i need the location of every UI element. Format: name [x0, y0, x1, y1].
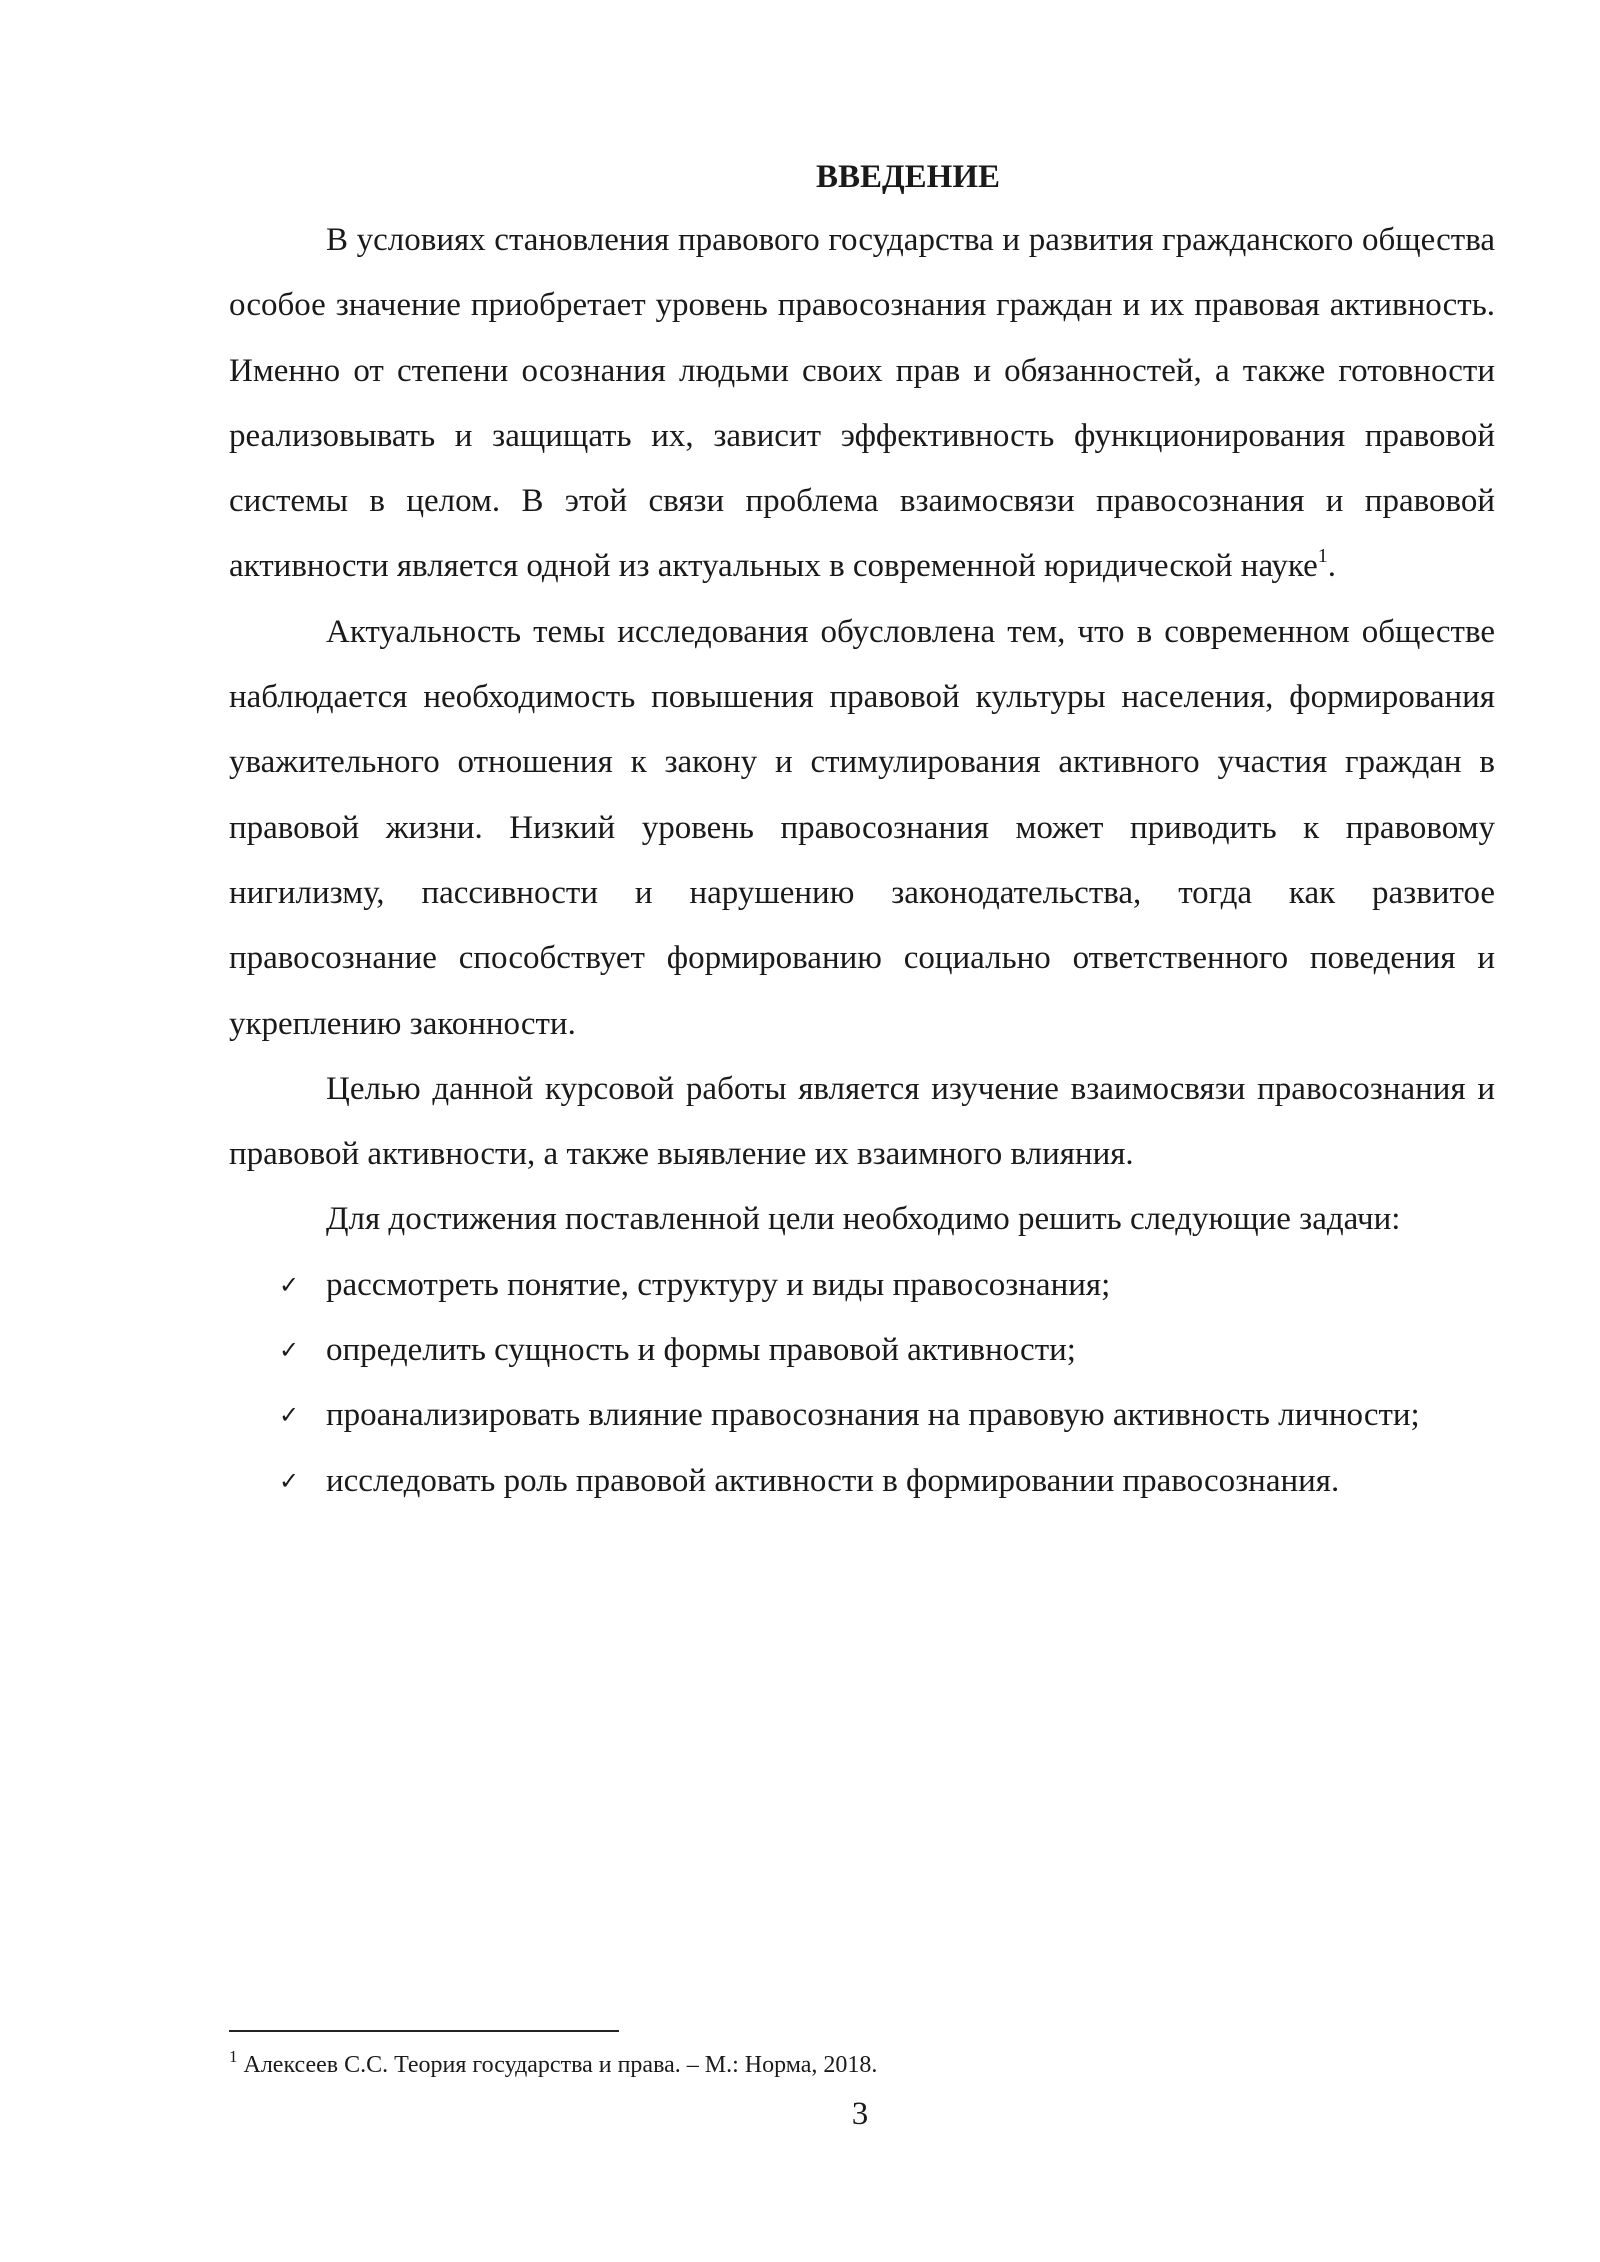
footnote-separator — [229, 2030, 619, 2032]
paragraph-relevance: Актуальность темы исследования обусловлена тем, что в современном обществе наблюдается необходимость повышения правовой культуры населения, формирования уважительного отношения к закону и стимулирования активного участия граждан в правовой жизни. Низкий уровень правосознания может приводить к правовому нигилизму, пассивности и нарушению законодательства, тогда как развитое правосознание способствует формированию социально ответственного поведения и укреплению законности. — [229, 613, 1495, 1042]
checkmark-icon: ✓ — [279, 1401, 300, 1430]
footnote — [229, 2048, 1495, 2082]
footnote-reference[interactable]: 1 — [1317, 545, 1328, 568]
list-item-text: исследовать роль правовой активности в формировании правосознания. — [326, 1462, 1340, 1499]
page-number: 3 — [851, 2096, 869, 2132]
list-item — [229, 1383, 1495, 1448]
checkmark-icon: ✓ — [279, 1466, 300, 1495]
footnote-number: 1 — [229, 2047, 238, 2066]
paragraph-goal: Целью данной курсовой работы является изучение взаимосвязи правосознания и правовой активности, а также выявление их взаимного влияния. — [229, 1070, 1495, 1173]
checkmark-icon: ✓ — [279, 1270, 300, 1299]
paragraph-intro — [229, 208, 1495, 600]
paragraph-text: В условиях становления правового государства и развития гражданского общества особое значение приобретает уровень правосознания граждан и их правовая активность. Именно от степени осознания людьми своих прав и обязанностей, а также готовности реализовывать и защищать их, зависит эффективность функционирования правовой системы в целом. В этой связи проблема взаимосвязи правосознания и правовой активности является одной из актуальных в современной юридической науке — [229, 222, 1495, 585]
task-list — [229, 1253, 1495, 1514]
checkmark-icon: ✓ — [279, 1336, 300, 1365]
paragraph-tail: . — [1327, 548, 1337, 585]
list-item-text: проанализировать влияние правосознания на правовую активность личности; — [326, 1397, 1420, 1434]
page-title: ВВЕДЕНИЕ — [815, 159, 1001, 195]
footnote-text: Алексеев С.С. Теория государства и права. – М.: Норма, 2018. — [243, 2052, 878, 2078]
list-item-text: рассмотреть понятие, структуру и виды правосознания; — [326, 1266, 1111, 1303]
body-text — [229, 208, 1495, 1514]
list-item — [229, 1253, 1495, 1318]
list-item — [229, 1318, 1495, 1383]
paragraph-tasks-intro: Для достижения поставленной цели необходимо решить следующие задачи: — [326, 1201, 1401, 1238]
list-item-text: определить сущность и формы правовой активности; — [326, 1332, 1076, 1369]
list-item — [229, 1449, 1495, 1514]
